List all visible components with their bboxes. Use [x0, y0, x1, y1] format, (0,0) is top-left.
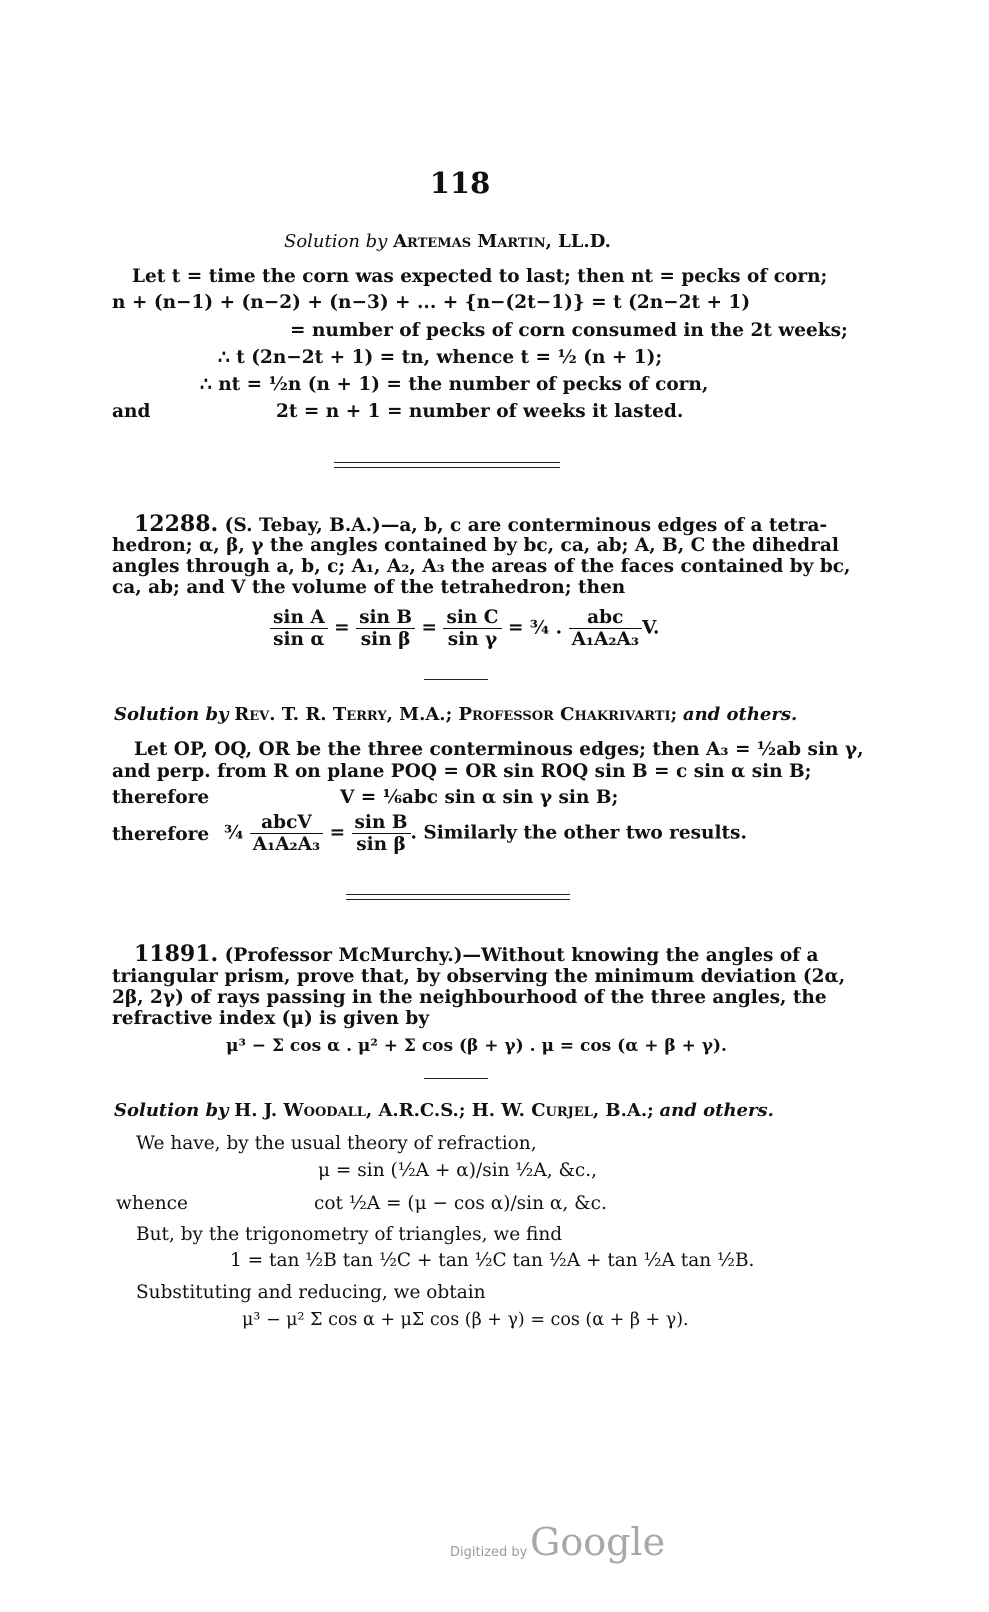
solver-names: H. J. Woodall, A.R.C.S.; H. W. Curjel, B.A.; — [234, 1100, 654, 1121]
q12288-line-3: angles through a, b, c; A₁, A₂, A₃ the areas of the faces contained by bc, — [112, 556, 851, 577]
fraction-4 — [569, 607, 642, 650]
fraction-2 — [352, 812, 411, 855]
q11891-text-1: (Professor McMurchy.)—Without knowing the angles of a — [224, 945, 819, 966]
denominator: sin γ — [447, 629, 498, 650]
q11891-line-1 — [134, 941, 819, 967]
fraction-3 — [443, 607, 501, 650]
coefficient: ¾ — [224, 822, 244, 844]
solver-degree: , LL.D. — [545, 231, 611, 252]
digitized-by-label: Digitized by — [450, 1545, 528, 1560]
solution-2-heading — [114, 704, 797, 725]
denominator: A₁A₂A₃ — [571, 629, 639, 650]
s3-line-3: cot ½A = (μ − cos α)/sin α, &c. — [314, 1193, 607, 1214]
s2-line-1: Let OP, OQ, OR be the three conterminous edges; then A₃ = ½ab sin γ, — [134, 739, 864, 760]
short-rule — [424, 679, 488, 680]
section-rule-top — [346, 894, 570, 895]
coefficient: = ¾ . — [507, 617, 563, 639]
page-number: 118 — [429, 166, 491, 200]
numerator: abc — [569, 607, 642, 629]
s1-and-label: and — [112, 401, 151, 422]
fraction-2 — [356, 607, 415, 650]
s2-therefore-2: therefore — [112, 824, 210, 845]
solution-3-heading — [114, 1100, 774, 1121]
s2-therefore-1: therefore — [112, 787, 210, 808]
s3-line-1: We have, by the usual theory of refraction, — [136, 1133, 537, 1154]
section-rule-top — [334, 462, 560, 463]
solution-by-label: Solution by — [114, 1100, 229, 1121]
solution-by-label: Solution by — [284, 231, 388, 252]
denominator: sin α — [273, 629, 325, 650]
s3-line-7: μ³ − μ² Σ cos α + μΣ cos (β + γ) = cos (α + β + γ). — [242, 1310, 689, 1330]
s1-line-1: Let t = time the corn was expected to last; then nt = pecks of corn; — [132, 266, 828, 287]
denominator: sin β — [360, 629, 411, 650]
solution-by-label: Solution by — [114, 704, 229, 725]
numerator: sin C — [443, 607, 501, 629]
q12288-text-1: (S. Tebay, B.A.)—a, b, c are conterminous edges of a tetra- — [224, 515, 828, 536]
s1-line-4: ∴ t (2n−2t + 1) = tn, whence t = ½ (n + 1); — [218, 347, 663, 368]
question-number: 12288. — [134, 511, 219, 537]
q12288-line-2: hedron; α, β, γ the angles contained by bc, ca, ab; A, B, C the dihedral — [112, 535, 839, 556]
google-logo: Google — [530, 1520, 666, 1564]
equation-tail: V. — [641, 617, 660, 639]
fraction-1 — [270, 607, 328, 650]
denominator: A₁A₂A₃ — [252, 834, 321, 855]
q11891-equation: μ³ − Σ cos α . μ² + Σ cos (β + γ) . μ = cos (α + β + γ). — [226, 1036, 727, 1056]
s3-line-6: Substituting and reducing, we obtain — [136, 1282, 486, 1303]
q11891-line-3: 2β, 2γ) of rays passing in the neighbourhood of the three angles, the — [112, 987, 827, 1008]
s3-line-4: But, by the trigonometry of triangles, we find — [136, 1224, 563, 1245]
s1-line-3: = number of pecks of corn consumed in the 2t weeks; — [290, 320, 848, 341]
section-rule-bottom — [346, 899, 570, 900]
s2-line-3: V = ⅙abc sin α sin γ sin B; — [340, 787, 619, 808]
denominator: sin β — [356, 834, 406, 855]
numerator: sin A — [270, 607, 328, 629]
s3-whence-label: whence — [116, 1193, 188, 1214]
numerator: sin B — [356, 607, 415, 629]
solver-names: Rev. T. R. Terry, M.A.; Professor Chakrivarti; — [234, 704, 678, 725]
fraction-1 — [250, 812, 323, 855]
solution-1-heading — [284, 231, 611, 252]
q11891-line-4: refractive index (μ) is given by — [112, 1008, 430, 1029]
s2-line-2: and perp. from R on plane POQ = OR sin ROQ sin B = c sin α sin B; — [112, 761, 812, 782]
equation-tail: . Similarly the other two results. — [410, 822, 747, 844]
solver-name: Artemas Martin — [393, 231, 546, 252]
s1-line-6: 2t = n + 1 = number of weeks it lasted. — [276, 401, 684, 422]
q11891-line-2: triangular prism, prove that, by observing the minimum deviation (2α, — [112, 966, 846, 987]
q12288-equation: $\frac{\text{sin A}}{\text{sin α}}$ = $\frac{\text{sin B}}{\text{sin β}}$ = $\frac{\text{sin C}}{\text{sin γ}}$ = ¾ . $\frac{\text{abc}}{\text{A₁A₂A₃}}$ V. — [270, 607, 660, 650]
and-others-label: and others. — [659, 1100, 774, 1121]
short-rule — [424, 1078, 488, 1079]
q12288-line-1 — [134, 511, 828, 537]
s1-line-2: n + (n−1) + (n−2) + (n−3) + ... + {n−(2t−1)} = t (2n−2t + 1) — [112, 292, 751, 313]
s2-equation: ¾ $\frac{\text{abcV}}{\text{A₁A₂A₃}}$ = $\frac{\text{sin B}}{\text{sin β}}$ . Similarly the other two results. — [224, 812, 747, 855]
s1-line-5: ∴ nt = ½n (n + 1) = the number of pecks of corn, — [200, 374, 709, 395]
and-others-label: and others. — [682, 704, 798, 725]
q12288-line-4: ca, ab; and V the volume of the tetrahedron; then — [112, 577, 626, 598]
numerator: sin B — [352, 812, 411, 834]
s3-line-2: μ = sin (½A + α)/sin ½A, &c., — [318, 1160, 598, 1181]
numerator: abcV — [250, 812, 323, 834]
question-number: 11891. — [134, 941, 219, 967]
section-rule-bottom — [334, 467, 560, 468]
s3-line-5: 1 = tan ½B tan ½C + tan ½C tan ½A + tan ½A tan ½B. — [230, 1250, 755, 1271]
